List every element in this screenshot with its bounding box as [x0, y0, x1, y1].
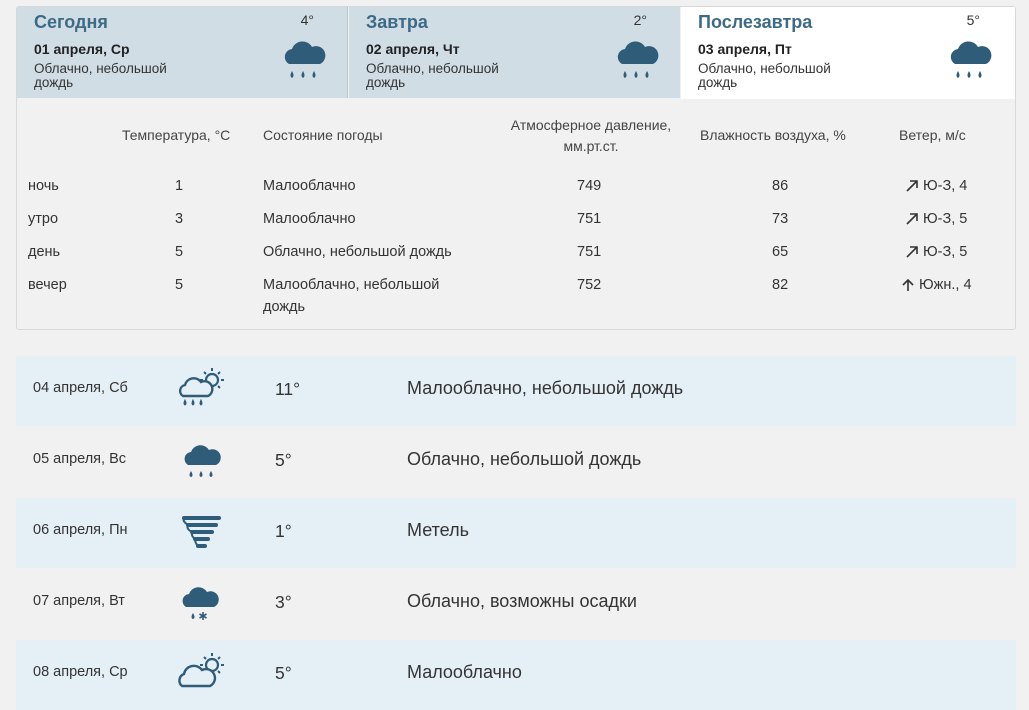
- pressure: 751: [577, 211, 602, 227]
- header-humidity: Влажность воздуха, %: [700, 127, 846, 143]
- tab-temp: 5°: [966, 12, 980, 28]
- wind: [905, 208, 967, 230]
- header-pressure-line1: Атмосферное давление,: [510, 117, 672, 133]
- forecast-desc: Малооблачно: [407, 662, 522, 682]
- period: день: [28, 244, 61, 260]
- tab-date: 03 апреля, Пт: [698, 41, 792, 57]
- forecast-row[interactable]: [16, 356, 1016, 426]
- forecast-row[interactable]: [16, 498, 1016, 568]
- tab-desc: Облачно, небольшой дождь: [698, 61, 831, 90]
- header-condition: Состояние погоды: [263, 127, 383, 143]
- condition: Малооблачно: [263, 211, 356, 227]
- forecast-date: 06 апреля, Пн: [33, 522, 128, 538]
- forecast-temp: 3°: [275, 592, 292, 612]
- pressure: 751: [577, 244, 602, 260]
- arrow-northeast-icon: [905, 245, 919, 259]
- tab-name: Послезавтра: [698, 12, 813, 32]
- pressure: 749: [577, 178, 602, 194]
- forecast-row[interactable]: [16, 427, 1016, 497]
- wind-value: Ю-З, 5: [923, 244, 968, 260]
- arrow-northeast-icon: [905, 212, 919, 226]
- wind-value: Южн., 4: [919, 277, 972, 293]
- humidity: 65: [772, 244, 789, 260]
- period: вечер: [28, 277, 67, 293]
- cloud-rain-icon: [610, 37, 662, 87]
- arrow-northeast-icon: [905, 179, 919, 193]
- humidity: 73: [772, 211, 789, 227]
- tab-desc: Облачно, небольшой дождь: [34, 61, 167, 90]
- forecast-temp: 5°: [275, 450, 292, 470]
- forecast-temp: 1°: [275, 521, 292, 541]
- temperature: 1: [175, 178, 184, 194]
- tab-date: 01 апреля, Ср: [34, 41, 130, 57]
- blizzard-icon: [174, 506, 230, 558]
- forecast-desc: Метель: [407, 520, 469, 540]
- cloud-rain-icon: [174, 435, 230, 487]
- condition-line2: дождь: [263, 299, 306, 315]
- condition-line1: Малооблачно, небольшой: [263, 277, 440, 293]
- wind: [905, 241, 967, 263]
- tab-today[interactable]: [17, 7, 348, 98]
- forecast-temp: 11°: [275, 379, 301, 399]
- sun-cloud-rain-icon: [174, 364, 230, 416]
- cloud-sleet-icon: [174, 577, 230, 629]
- temperature: 5: [175, 244, 184, 260]
- tab-date: 02 апреля, Чт: [366, 41, 460, 57]
- tab-temp: 2°: [633, 12, 647, 28]
- forecast-date: 05 апреля, Вс: [33, 451, 127, 467]
- forecast-row[interactable]: [16, 569, 1016, 639]
- wind: [901, 274, 972, 296]
- forecast-date: 07 апреля, Вт: [33, 593, 125, 609]
- pressure: 752: [577, 277, 602, 293]
- forecast-desc: Облачно, возможны осадки: [407, 591, 637, 611]
- tab-day-after-tomorrow[interactable]: [681, 7, 1015, 99]
- humidity: 82: [772, 277, 789, 293]
- temperature: 3: [175, 211, 184, 227]
- forecast-date: 08 апреля, Ср: [33, 664, 128, 680]
- arrow-north-icon: [901, 278, 915, 292]
- forecast-row[interactable]: [16, 640, 1016, 710]
- header-pressure: [502, 115, 680, 157]
- tab-name: Сегодня: [34, 12, 108, 32]
- wind-value: Ю-З, 5: [923, 211, 968, 227]
- header-temperature: Температура, °C: [122, 127, 231, 143]
- forecast-desc: Малооблачно, небольшой дождь: [407, 378, 684, 398]
- sun-cloud-icon: [174, 648, 230, 700]
- header-pressure-line2: мм.рт.ст.: [563, 138, 619, 154]
- day-tabs: [17, 7, 1015, 98]
- temperature: 5: [175, 277, 184, 293]
- wind: [905, 175, 967, 197]
- forecast-date: 04 апреля, Сб: [33, 380, 128, 396]
- forecast-temp: 5°: [275, 663, 292, 683]
- cloud-rain-icon: [943, 37, 995, 87]
- condition: [263, 274, 439, 318]
- condition: Облачно, небольшой дождь: [263, 244, 452, 260]
- period: утро: [28, 211, 59, 227]
- wind-value: Ю-З, 4: [923, 178, 968, 194]
- header-wind: Ветер, м/с: [899, 127, 966, 143]
- cloud-rain-icon: [277, 37, 329, 87]
- period: ночь: [28, 178, 59, 194]
- day-details-panel: [16, 6, 1016, 330]
- tab-temp: 4°: [300, 12, 314, 28]
- tab-tomorrow[interactable]: [349, 7, 680, 98]
- tab-name: Завтра: [366, 12, 428, 32]
- tab-desc: Облачно, небольшой дождь: [366, 61, 499, 90]
- humidity: 86: [772, 178, 789, 194]
- condition: Малооблачно: [263, 178, 356, 194]
- forecast-desc: Облачно, небольшой дождь: [407, 449, 642, 469]
